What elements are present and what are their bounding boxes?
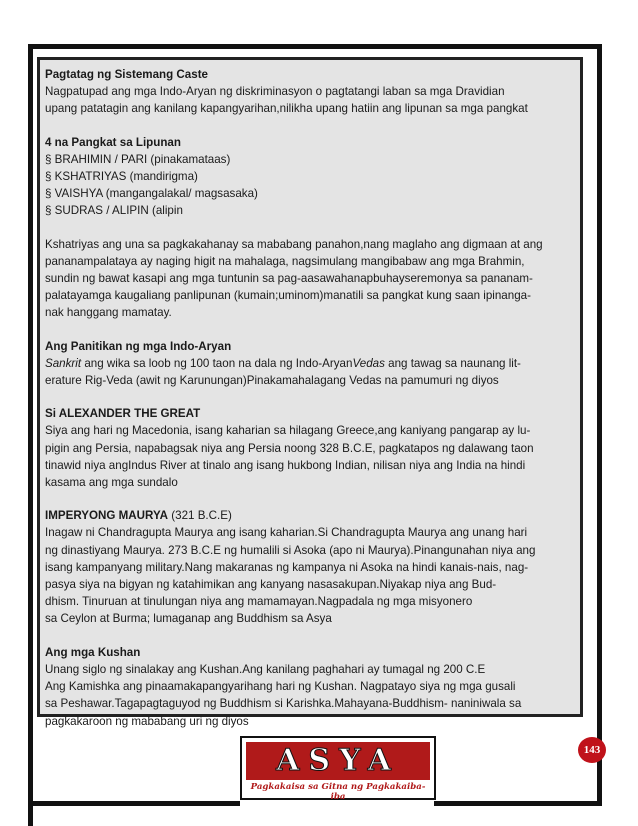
section-alexander (45, 405, 573, 491)
logo-title: ASYA (276, 743, 400, 778)
text-line: Nagpatupad ang mga Indo-Aryan ng diskriminasyon o pagtatangi laban sa mga Dravidian (45, 85, 505, 99)
list-item: § KSHATRIYAS (mandirigma) (45, 170, 198, 184)
text-line: sa Ceylon at Burma; lumaganap ang Buddhism sa Asya (45, 612, 332, 626)
heading-line (45, 507, 573, 524)
text-line: isang kampanyang military.Nang makaranas ng kampanya ni Asoka na hindi kanais-nais, nag- (45, 560, 529, 574)
text-line: Siya ang hari ng Macedonia, isang kaharian sa hilagang Greece,ang kaniyang pangarap ay lu- (45, 424, 531, 438)
heading-date: (321 B.C.E) (168, 509, 232, 523)
text-line: upang patatagin ang kanilang kapangyarihan,nilikha upang hatiin ang lipunan sa mga pangkat (45, 102, 528, 116)
italic-term: Sankrit (45, 356, 82, 370)
section-heading: IMPERYONG MAURYA (45, 509, 169, 523)
text-line: pananampalataya ay naging higit na mahalaga, nagsimulang mangibabaw ang mga Brahmin, (45, 254, 525, 268)
text-line: Ang Kamishka ang pinaamakapangyarihang hari ng Kushan. Nagpatayo siya ng mga gusali (45, 680, 516, 694)
section-kushan (45, 644, 573, 730)
page-frame-right (597, 44, 602, 806)
page-frame-bottom-right (434, 801, 602, 806)
text-line: tinawid niya angIndus River at tinalo ang isang hukbong Indian, nilisan niya ang India na hindi (45, 458, 526, 472)
text-line: Unang siglo ng sinalakay ang Kushan.Ang kanilang paghahari ay tumagal ng 200 C.E (45, 662, 486, 676)
section-heading: Si ALEXANDER THE GREAT (45, 407, 201, 421)
text-fragment: ang wika sa loob ng 100 taon na dala ng Indo-Aryan (81, 356, 353, 370)
text-line: sundin ng bawat kasapi ang mga tuntunin sa pag-aasawahanapbuhayseremonya sa pananam- (45, 272, 533, 286)
section-caste-system (45, 66, 573, 118)
section-maurya (45, 507, 573, 627)
page-frame-bottom-left (28, 801, 240, 806)
page-frame-top (30, 44, 598, 49)
text-line (45, 355, 573, 372)
text-line: Kshatriyas ang una sa pagkakahanay sa mababang panahon,nang maglaho ang digmaan at ang (45, 237, 543, 251)
text-line: pagkakaroon ng mababang uri ng diyos (45, 714, 249, 728)
text-line: dhism. Tinuruan at tinulungan niya ang mamamayan.Nagpadala ng mga misyonero (45, 595, 473, 609)
text-line: kasama ang mga sundalo (45, 476, 178, 490)
page-frame-left (28, 44, 33, 826)
text-line: sa Peshawar.Tagapagtaguyod ng Buddhism si Karishka.Mahayana-Buddhism- naniniwala sa (45, 697, 522, 711)
logo-tagline: Pagkakaisa sa Gitna ng Pagkakaiba-iba (250, 782, 426, 802)
section-heading: 4 na Pangkat sa Lipunan (45, 135, 181, 149)
asya-logo (240, 736, 436, 800)
list-item: § VAISHYA (mangangalakal/ magsasaka) (45, 187, 258, 201)
text-line: pigin ang Persia, napabagsak niya ang Persia noong 328 B.C.E, pagkatapos ng dalawang taon (45, 441, 534, 455)
text-line: ng dinastiyang Maurya. 273 B.C.E ng humalili si Asoka (apo ni Maurya).Pinangunahan niya ang (45, 543, 536, 557)
text-line: erature Rig-Veda (awit ng Karunungan)Pinakamahalagang Vedas na pamumuri ng diyos (45, 374, 499, 388)
italic-term: Vedas (352, 356, 385, 370)
text-line: palatayamga kaugaliang panlipunan (kumain;uminom)manatili sa pangkat kung saan ipinanga- (45, 289, 531, 303)
page-number-badge: 143 (578, 737, 606, 763)
content-box (37, 57, 583, 728)
text-line: nak hanggang mamatay. (45, 306, 172, 320)
section-literature (45, 338, 573, 390)
section-heading: Ang Panitikan ng mga Indo-Aryan (45, 339, 232, 353)
text-line: Inagaw ni Chandragupta Maurya ang isang kaharian.Si Chandragupta Maurya ang unang hari (45, 526, 528, 540)
list-item: § SUDRAS / ALIPIN (alipin (45, 204, 183, 218)
section-kshatriyas-paragraph (45, 236, 573, 322)
section-heading: Ang mga Kushan (45, 645, 141, 659)
section-social-groups (45, 134, 573, 220)
section-heading: Pagtatag ng Sistemang Caste (45, 68, 208, 81)
text-line: pasya siya na bigyan ng katahimikan ang kanyang nasasakupan.Niyakap niya ang Bud- (45, 578, 497, 592)
text-fragment: ang tawag sa naunang lit- (384, 356, 521, 370)
list-item: § BRAHIMIN / PARI (pinakamataas) (45, 152, 231, 166)
